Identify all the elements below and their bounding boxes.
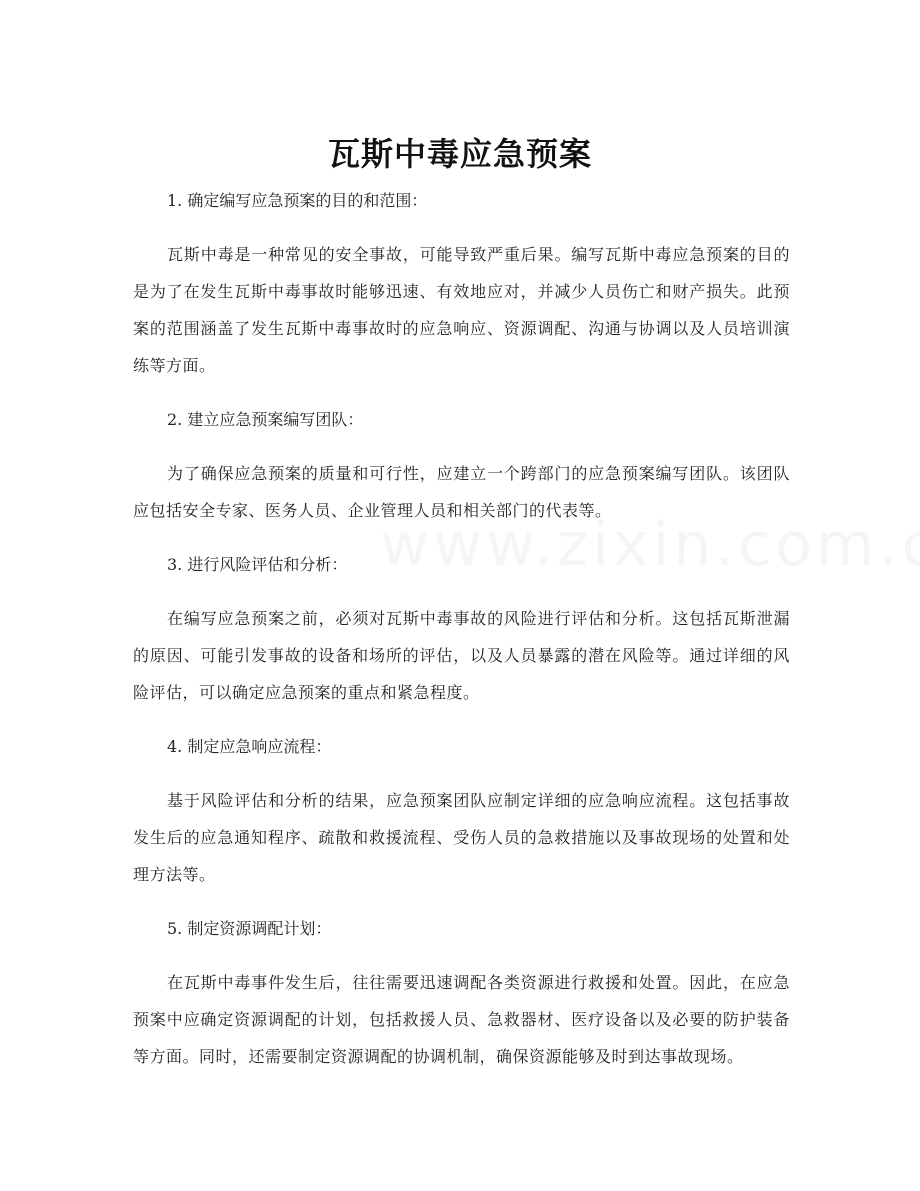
section-paragraph: 基于风险评估和分析的结果，应急预案团队应制定详细的应急响应流程。这包括事故发生后的应急通知程序、疏散和救援流程、受伤人员的急救措施以及事故现场的处置和处理方法等。 (133, 791, 790, 884)
document-body (133, 182, 790, 1092)
section-1 (133, 182, 790, 384)
section-paragraph: 为了确保应急预案的质量和可行性，应建立一个跨部门的应急预案编写团队。该团队应包括安全专家、医务人员、企业管理人员和相关部门的代表等。 (133, 464, 790, 520)
section-3 (133, 546, 790, 711)
section-heading: 2. 建立应急预案编写团队： (167, 410, 364, 429)
section-heading: 1. 确定编写应急预案的目的和范围： (167, 191, 428, 210)
section-heading: 3. 进行风险评估和分析： (167, 555, 348, 574)
section-2 (133, 401, 790, 529)
document-title: 瓦斯中毒应急预案 (327, 135, 592, 174)
section-4 (133, 728, 790, 893)
section-heading: 4. 制定应急响应流程： (167, 737, 332, 756)
section-paragraph: 在瓦斯中毒事件发生后，往往需要迅速调配各类资源进行救援和处置。因此，在应急预案中应确定资源调配的计划，包括救援人员、急救器材、医疗设备以及必要的防护装备等方面。同时，还需要制定资源调配的协调机制，确保资源能够及时到达事故现场。 (133, 973, 790, 1066)
section-5 (133, 910, 790, 1075)
section-heading: 5. 制定资源调配计划： (167, 919, 332, 938)
section-paragraph: 在编写应急预案之前，必须对瓦斯中毒事故的风险进行评估和分析。这包括瓦斯泄漏的原因、可能引发事故的设备和场所的评估，以及人员暴露的潜在风险等。通过详细的风险评估，可以确定应急预案的重点和紧急程度。 (133, 609, 790, 702)
section-paragraph: 瓦斯中毒是一种常见的安全事故，可能导致严重后果。编写瓦斯中毒应急预案的目的是为了在发生瓦斯中毒事故时能够迅速、有效地应对，并减少人员伤亡和财产损失。此预案的范围涵盖了发生瓦斯中毒事故时的应急响应、资源调配、沟通与协调以及人员培训演练等方面。 (133, 245, 790, 375)
